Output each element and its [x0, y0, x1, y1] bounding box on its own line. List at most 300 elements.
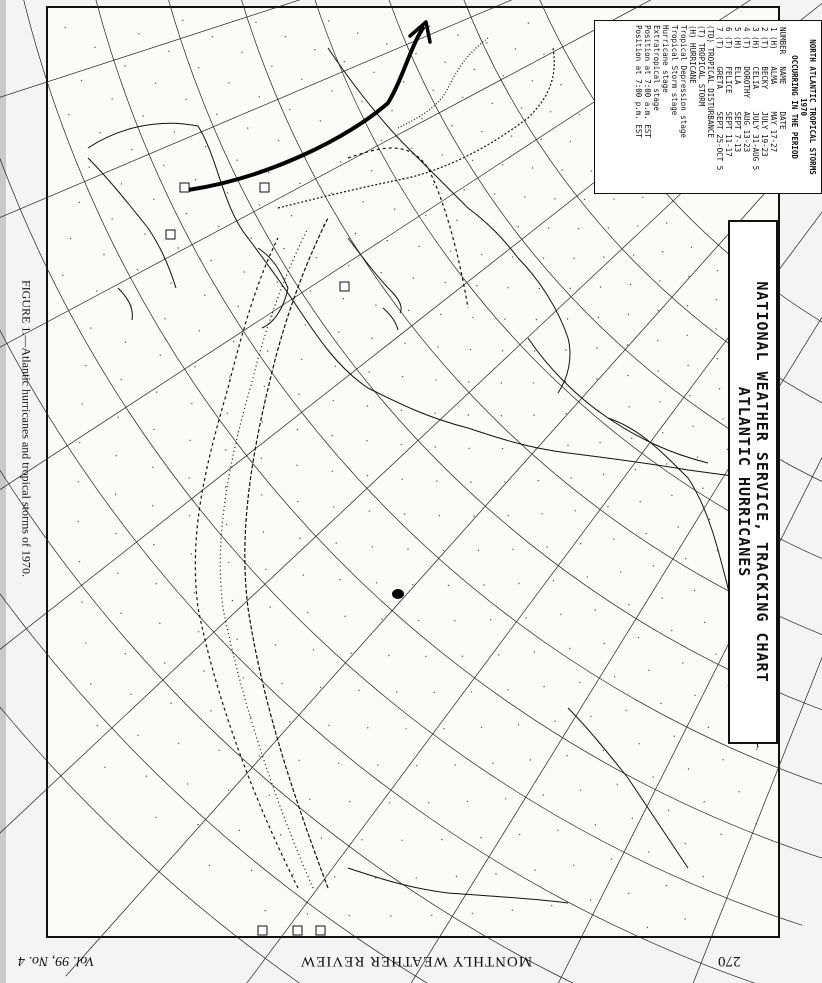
- grid-dot: [613, 198, 614, 199]
- grid-dot: [445, 62, 446, 63]
- grid-dot: [472, 160, 473, 161]
- grid-dot: [112, 218, 113, 219]
- chart-title-box: [728, 220, 778, 744]
- grid-dot: [512, 549, 513, 550]
- grid-dot: [261, 458, 262, 459]
- grid-dot: [673, 736, 674, 737]
- legend-col-date: DATE: [778, 111, 787, 130]
- grid-dot: [170, 282, 171, 283]
- grid-dot: [85, 642, 86, 643]
- grid-dot: [174, 131, 175, 132]
- grid-dot: [657, 340, 658, 341]
- grid-dot: [603, 474, 604, 475]
- grid-dot: [403, 81, 404, 82]
- legend-row: 4 (T) DOROTHY AUG 13-23: [742, 27, 751, 153]
- grid-dot: [628, 604, 629, 605]
- grid-dot: [251, 238, 252, 239]
- grid-dot: [265, 569, 266, 570]
- grid-dot: [97, 725, 98, 726]
- grid-dot: [153, 199, 154, 200]
- grid-dot: [567, 318, 568, 319]
- grid-dot: [456, 876, 457, 877]
- grid-dot: [739, 866, 740, 867]
- yucatan: [518, 258, 570, 393]
- grid-dot: [186, 213, 187, 214]
- grid-dot: [666, 222, 667, 223]
- grid-dot: [229, 377, 230, 378]
- grid-dot: [305, 324, 306, 325]
- grid-dot: [590, 900, 591, 901]
- grid-dot: [518, 724, 519, 725]
- grid-dot: [532, 80, 533, 81]
- legend-col-name: NAME: [778, 66, 787, 85]
- grid-dot: [228, 82, 229, 83]
- grid-dot: [628, 893, 629, 894]
- grid-dot: [125, 342, 126, 343]
- grid-dot: [96, 290, 97, 291]
- grid-dot: [138, 33, 139, 34]
- grid-dot: [236, 638, 237, 639]
- grid-dot: [471, 691, 472, 692]
- grid-dot: [456, 220, 457, 221]
- grid-dot: [591, 170, 592, 171]
- grid-dot: [371, 338, 372, 339]
- grid-dot: [189, 477, 190, 478]
- grid-dot: [756, 749, 757, 750]
- grid-dot: [511, 135, 512, 136]
- grid-dot: [473, 516, 474, 517]
- grid-dot: [478, 550, 479, 551]
- grid-dot: [205, 146, 206, 147]
- grid-dot: [483, 584, 484, 585]
- page-gutter: [0, 0, 6, 983]
- grid-dot: [387, 240, 388, 241]
- grid-dot: [607, 506, 608, 507]
- grid-dot: [376, 582, 377, 583]
- running-footer: [0, 944, 805, 980]
- grid-dot: [225, 449, 226, 450]
- grid-dot: [178, 743, 179, 744]
- grid-dot: [125, 653, 126, 654]
- grid-dot: [617, 784, 618, 785]
- grid-dot: [560, 614, 561, 615]
- grid-dot: [580, 790, 581, 791]
- grid-dot: [687, 305, 688, 306]
- grid-dot: [608, 227, 609, 228]
- grid-dot: [160, 355, 161, 356]
- grid-dot: [543, 686, 544, 687]
- grid-dot: [631, 437, 632, 438]
- grid-dot: [567, 755, 568, 756]
- grid-dot: [445, 282, 446, 283]
- grid-dot: [756, 823, 757, 824]
- grid-dot: [722, 759, 723, 760]
- grid-dot: [646, 533, 647, 534]
- grid-dot: [303, 574, 304, 575]
- grid-dot: [638, 743, 639, 744]
- grid-dot: [332, 471, 333, 472]
- grid-dot: [278, 140, 279, 141]
- meridian-line: [572, 80, 822, 983]
- grid-dot: [218, 226, 219, 227]
- grid-dot: [738, 791, 739, 792]
- grid-dot: [344, 61, 345, 62]
- grid-dot: [144, 233, 145, 234]
- grid-dot: [561, 169, 562, 170]
- grid-dot: [191, 553, 192, 554]
- grid-dot: [335, 366, 336, 367]
- grid-dot: [255, 22, 256, 23]
- grid-dot: [503, 75, 504, 76]
- grid-dot: [648, 851, 649, 852]
- grid-dot: [289, 109, 290, 110]
- grid-dot: [620, 571, 621, 572]
- grid-dot: [462, 656, 463, 657]
- grid-dot: [565, 349, 566, 350]
- grid-dot: [554, 198, 555, 199]
- grid-dot: [78, 481, 79, 482]
- grid-dot: [708, 727, 709, 728]
- grid-dot: [587, 576, 588, 577]
- legend-header-3: OCCURRING IN THE PERIOD: [790, 55, 799, 159]
- grid-dot: [694, 590, 695, 591]
- grid-dot: [340, 161, 341, 162]
- grid-dot: [228, 562, 229, 563]
- grid-dot: [264, 386, 265, 387]
- grid-dot: [225, 486, 226, 487]
- grid-dot: [425, 656, 426, 657]
- grid-dot: [660, 703, 661, 704]
- grid-dot: [515, 48, 516, 49]
- grid-dot: [580, 543, 581, 544]
- grid-dot: [685, 918, 686, 919]
- grid-dot: [502, 448, 503, 449]
- grid-dot: [704, 622, 705, 623]
- grid-dot: [301, 79, 302, 80]
- grid-dot: [554, 721, 555, 722]
- legend-header-1: NORTH ATLANTIC TROPICAL STORMS: [808, 39, 817, 175]
- grid-dot: [195, 179, 196, 180]
- grid-dot: [697, 457, 698, 458]
- grid-dot: [390, 915, 391, 916]
- grid-dot: [659, 401, 660, 402]
- grid-dot: [367, 405, 368, 406]
- grid-dot: [534, 651, 535, 652]
- grid-dot: [640, 501, 641, 502]
- grid-dot: [137, 735, 138, 736]
- grid-dot: [261, 494, 262, 495]
- grid-dot: [270, 606, 271, 607]
- canada-coast: [88, 158, 176, 288]
- grid-dot: [164, 662, 165, 663]
- grid-dot: [216, 114, 217, 115]
- grid-dot: [440, 314, 441, 315]
- grid-dot: [492, 103, 493, 104]
- grid-dot: [507, 689, 508, 690]
- grid-dot: [164, 318, 165, 319]
- grid-dot: [297, 429, 298, 430]
- grid-dot: [443, 550, 444, 551]
- grid-dot: [401, 444, 402, 445]
- grid-dot: [413, 278, 414, 279]
- grid-dot: [518, 226, 519, 227]
- grid-dot: [538, 480, 539, 481]
- grid-dot: [688, 768, 689, 769]
- legend-row: 7 (T) GRETA SEPT 25-OCT 5: [715, 27, 724, 171]
- grid-dot: [209, 865, 210, 866]
- grid-dot: [94, 47, 95, 48]
- grid-dot: [546, 546, 547, 547]
- grid-dot: [668, 810, 669, 811]
- grid-dot: [614, 676, 615, 677]
- grid-dot: [121, 183, 122, 184]
- grid-dot: [349, 801, 350, 802]
- grid-dot: [603, 750, 604, 751]
- grid-dot: [236, 160, 237, 161]
- grid-dot: [267, 350, 268, 351]
- grid-dot: [613, 539, 614, 540]
- grid-dot: [298, 394, 299, 395]
- grid-dot: [498, 654, 499, 655]
- grid-dot: [476, 285, 477, 286]
- grid-dot: [239, 830, 240, 831]
- grid-dot: [189, 515, 190, 516]
- grid-dot: [307, 913, 308, 914]
- grid-dot: [717, 358, 718, 359]
- grid-dot: [481, 727, 482, 728]
- grid-dot: [492, 762, 493, 763]
- grid-dot: [692, 426, 693, 427]
- grid-dot: [227, 413, 228, 414]
- grid-dot: [336, 542, 337, 543]
- grid-dot: [262, 421, 263, 422]
- grid-dot: [543, 258, 544, 259]
- grid-dot: [404, 513, 405, 514]
- grid-dot: [662, 432, 663, 433]
- grid-dot: [291, 215, 292, 216]
- grid-dot: [653, 565, 654, 566]
- grid-dot: [247, 127, 248, 128]
- grid-dot: [283, 248, 284, 249]
- grid-dot: [227, 192, 228, 193]
- legend-row: 2 (T) BECKY JULY 19-23: [760, 27, 769, 157]
- grid-dot: [468, 414, 469, 415]
- grid-dot: [512, 256, 513, 257]
- grid-dot: [454, 764, 455, 765]
- grid-dot: [689, 395, 690, 396]
- grid-dot: [534, 870, 535, 871]
- grid-dot: [635, 469, 636, 470]
- grid-dot: [338, 763, 339, 764]
- figure-caption: FIGURE 1.—Atlantic hurricanes and tropical storms of 1970.: [19, 280, 34, 577]
- grid-dot: [168, 51, 169, 52]
- grid-dot: [666, 885, 667, 886]
- grid-dot: [579, 682, 580, 683]
- grid-dot: [595, 609, 596, 610]
- grid-dot: [533, 382, 534, 383]
- grid-dot: [501, 382, 502, 383]
- grid-dot: [328, 20, 329, 21]
- grid-dot: [301, 359, 302, 360]
- grid-dot: [462, 97, 463, 98]
- grid-dot: [434, 413, 435, 414]
- grid-dot: [333, 400, 334, 401]
- grid-dot: [570, 288, 571, 289]
- grid-dot: [233, 341, 234, 342]
- grid-dot: [153, 429, 154, 430]
- grid-dot: [418, 246, 419, 247]
- grid-dot: [716, 328, 717, 329]
- grid-dot: [418, 620, 419, 621]
- grid-dot: [285, 36, 286, 37]
- grid-dot: [433, 90, 434, 91]
- grid-dot: [281, 683, 282, 684]
- grid-dot: [153, 544, 154, 545]
- grid-dot: [297, 501, 298, 502]
- grid-dot: [518, 583, 519, 584]
- grid-dot: [524, 196, 525, 197]
- grid-dot: [70, 238, 71, 239]
- grid-dot: [299, 538, 300, 539]
- grid-dot: [238, 306, 239, 307]
- volume-issue: Vol. 99, No. 4: [18, 953, 95, 968]
- grid-dot: [362, 201, 363, 202]
- grid-dot: [408, 310, 409, 311]
- grid-dot: [687, 365, 688, 366]
- grid-dot: [293, 874, 294, 875]
- grid-dot: [685, 843, 686, 844]
- grid-dot: [642, 197, 643, 198]
- grid-dot: [600, 286, 601, 287]
- grid-dot: [717, 270, 718, 271]
- grid-dot: [146, 776, 147, 777]
- grid-dot: [377, 765, 378, 766]
- grid-dot: [647, 927, 648, 928]
- grid-dot: [100, 132, 101, 133]
- grid-dot: [321, 837, 322, 838]
- grid-dot: [702, 488, 703, 489]
- grid-dot: [289, 721, 290, 722]
- tracking-chart-map: [46, 6, 817, 938]
- page-number: 270: [718, 953, 741, 969]
- grid-dot: [470, 482, 471, 483]
- grid-dot: [265, 910, 266, 911]
- grid-dot: [320, 687, 321, 688]
- grid-dot: [481, 131, 482, 132]
- grid-dot: [512, 910, 513, 911]
- grid-dot: [451, 125, 452, 126]
- grid-dot: [464, 189, 465, 190]
- legend-notes: (TD) TROPICAL DISTURBANCE (T) TROPICAL STORM (H) HURRICANE Tropical Depression stage Tropical Storm stage Hurricane stage Extratropical stage Position at 7:00 a.m. EST Position at 7:00 p.m. EST: [634, 25, 715, 138]
- grid-dot: [277, 282, 278, 283]
- grid-dot: [530, 759, 531, 760]
- track-e: [348, 148, 468, 308]
- grid-dot: [228, 790, 229, 791]
- grid-dot: [137, 269, 138, 270]
- grid-dot: [628, 314, 629, 315]
- grid-dot: [428, 802, 429, 803]
- grid-dot: [117, 417, 118, 418]
- grid-dot: [199, 330, 200, 331]
- grid-dot: [371, 170, 372, 171]
- ink-blot: [392, 589, 404, 599]
- grid-dot: [280, 834, 281, 835]
- grid-dot: [402, 840, 403, 841]
- grid-dot: [396, 691, 397, 692]
- grid-dot: [603, 256, 604, 257]
- grid-dot: [662, 251, 663, 252]
- grid-dot: [177, 247, 178, 248]
- track-start-markers: [166, 183, 349, 935]
- grid-dot: [131, 149, 132, 150]
- grid-dot: [666, 463, 667, 464]
- grid-dot: [104, 767, 105, 768]
- grid-dot: [79, 202, 80, 203]
- grid-dot: [412, 584, 413, 585]
- grid-dot: [590, 716, 591, 717]
- grid-dot: [366, 440, 367, 441]
- grid-dot: [521, 107, 522, 108]
- grid-dot: [548, 228, 549, 229]
- grid-dot: [598, 317, 599, 318]
- grid-dot: [709, 519, 710, 520]
- grid-dot: [159, 623, 160, 624]
- grid-dot: [691, 247, 692, 248]
- grid-dot: [351, 653, 352, 654]
- florida-coast: [258, 248, 288, 328]
- grid-dot: [241, 52, 242, 53]
- grid-dot: [358, 690, 359, 691]
- grid-dot: [316, 257, 317, 258]
- grid-dot: [525, 617, 526, 618]
- grid-dot: [62, 275, 63, 276]
- grid-dot: [394, 208, 395, 209]
- grid-dot: [232, 600, 233, 601]
- grid-dot: [331, 193, 332, 194]
- grid-dot: [570, 477, 571, 478]
- grid-dot: [152, 467, 153, 468]
- grid-dot: [244, 271, 245, 272]
- grid-dot: [532, 167, 533, 168]
- grid-dot: [627, 375, 628, 376]
- grid-dot: [486, 42, 487, 43]
- grid-dot: [599, 442, 600, 443]
- grid-dot: [121, 379, 122, 380]
- grid-dot: [338, 332, 339, 333]
- grid-dot: [156, 583, 157, 584]
- grid-dot: [271, 66, 272, 67]
- grid-dot: [211, 260, 212, 261]
- grid-dot: [143, 115, 144, 116]
- grid-dot: [595, 824, 596, 825]
- grid-dot: [501, 415, 502, 416]
- europe-coast: [348, 868, 568, 903]
- grid-dot: [436, 481, 437, 482]
- grid-dot: [543, 795, 544, 796]
- grid-dot: [435, 379, 436, 380]
- grid-dot: [472, 913, 473, 914]
- legend-row: 5 (H) ELLA SEPT 7-13: [733, 27, 742, 153]
- grid-dot: [671, 630, 672, 631]
- grid-dot: [187, 783, 188, 784]
- grid-dot: [170, 703, 171, 704]
- grid-dot: [155, 83, 156, 84]
- grid-dot: [550, 111, 551, 112]
- grid-dot: [567, 445, 568, 446]
- grid-dot: [551, 905, 552, 906]
- grid-dot: [333, 506, 334, 507]
- grid-dot: [596, 378, 597, 379]
